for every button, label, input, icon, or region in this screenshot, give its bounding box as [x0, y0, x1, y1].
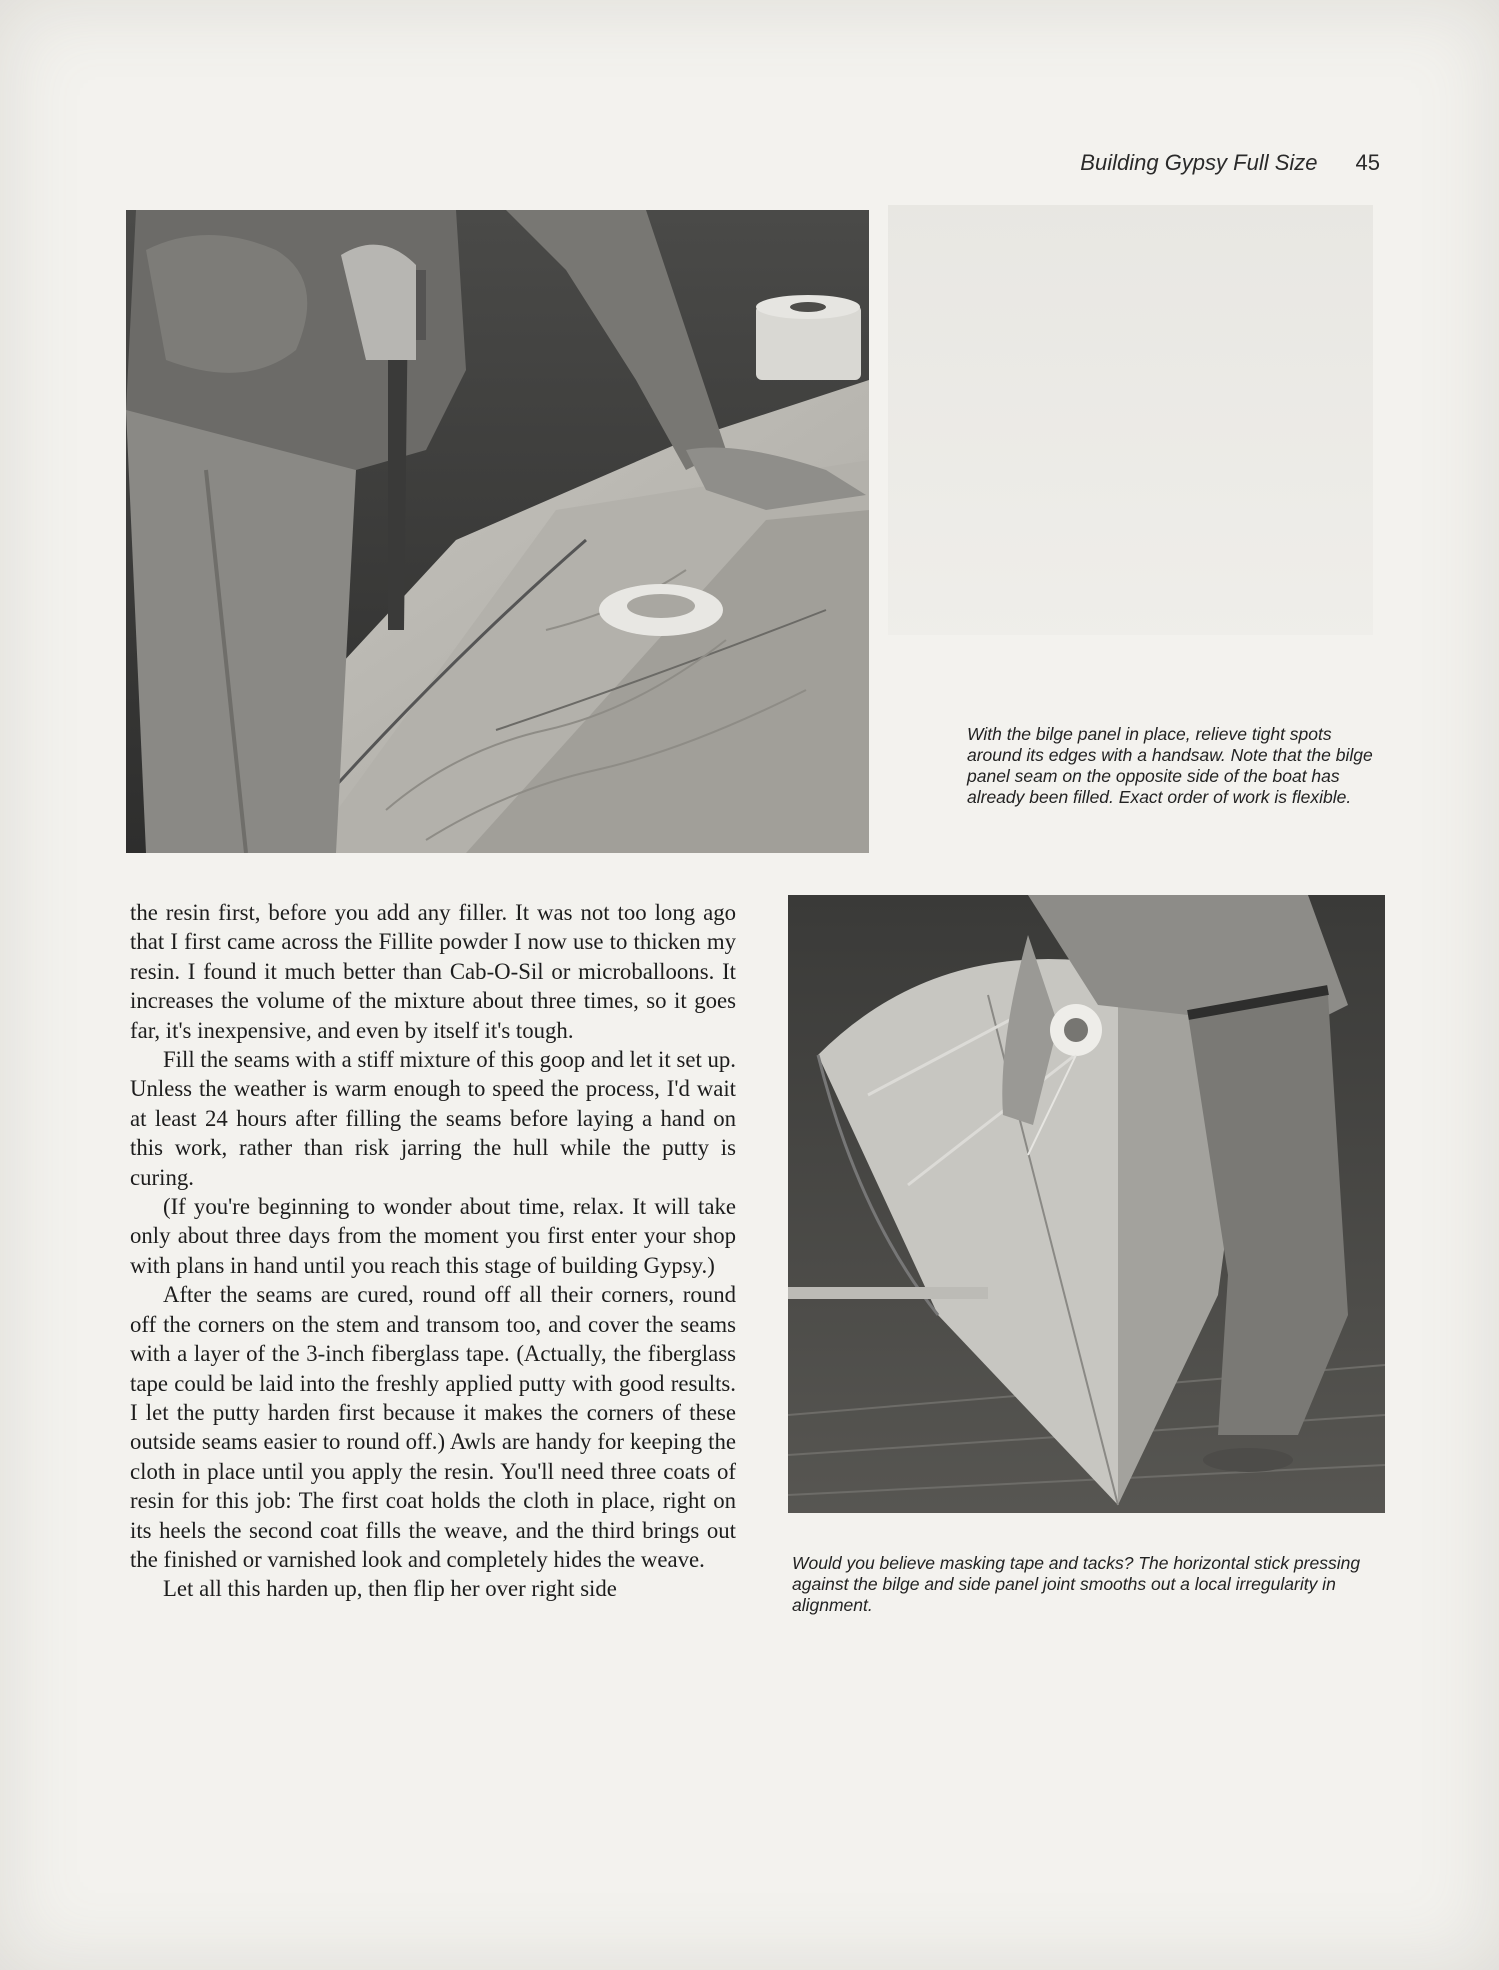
- body-text: [130, 898, 736, 1604]
- figure-caption-2: Would you believe masking tape and tacks? The horizontal stick pressing against the bilge and side panel joint smooths out a local irregularity in alignment.: [792, 1553, 1361, 1615]
- paragraph: Fill the seams with a stiff mixture of this goop and let it set up. Unless the weather is warm enough to speed the process, I'd wait at least 24 hours after filling the seams before laying a hand on this work, rather than risk jarring the hull while the putty is curing.: [130, 1047, 736, 1190]
- paragraph: (If you're beginning to wonder about time, relax. It will take only about three days from the moment you first enter your shop with plans in hand until you reach this stage of building Gypsy.): [130, 1194, 736, 1278]
- show-through-image: [888, 205, 1373, 635]
- paragraph: the resin first, before you add any filler. It was not too long ago that I first came across the Fillite powder I now use to thicken my resin. I found it much better than Cab-O-Sil or microballoons. It increases the volume of the mixture about three times, so it goes far, it's inexpensive, and even by itself it's tough.: [130, 900, 736, 1043]
- page-number: 45: [1355, 150, 1380, 175]
- running-title: Building Gypsy Full Size: [1080, 150, 1318, 175]
- figure-caption-1: With the bilge panel in place, relieve tight spots around its edges with a handsaw. Note that the bilge panel seam on the opposite side of the boat has already been filled. Exact order of work is flexible.: [967, 724, 1373, 807]
- paragraph: After the seams are cured, round off all their corners, round off the corners on the stem and transom too, and cover the seams with a layer of the 3-inch fiberglass tape. (Actually, the fiberglass tape could be laid into the freshly applied putty with good results. I let the putty harden first because it makes the corners of these outside seams easier to round off.) Awls are handy for keeping the cloth in place until you apply the resin. You'll need three coats of resin for this job: The first coat holds the cloth in place, right on its heels the second coat fills the weave, and the third brings out the finished or varnished look and completely hides the weave.: [130, 1282, 736, 1572]
- paragraph: Let all this harden up, then flip her over right side: [163, 1576, 617, 1602]
- photo-handsaw-bilge-panel: [126, 210, 869, 853]
- photo-masking-tape-hull: [788, 895, 1385, 1513]
- running-header: [1000, 150, 1380, 176]
